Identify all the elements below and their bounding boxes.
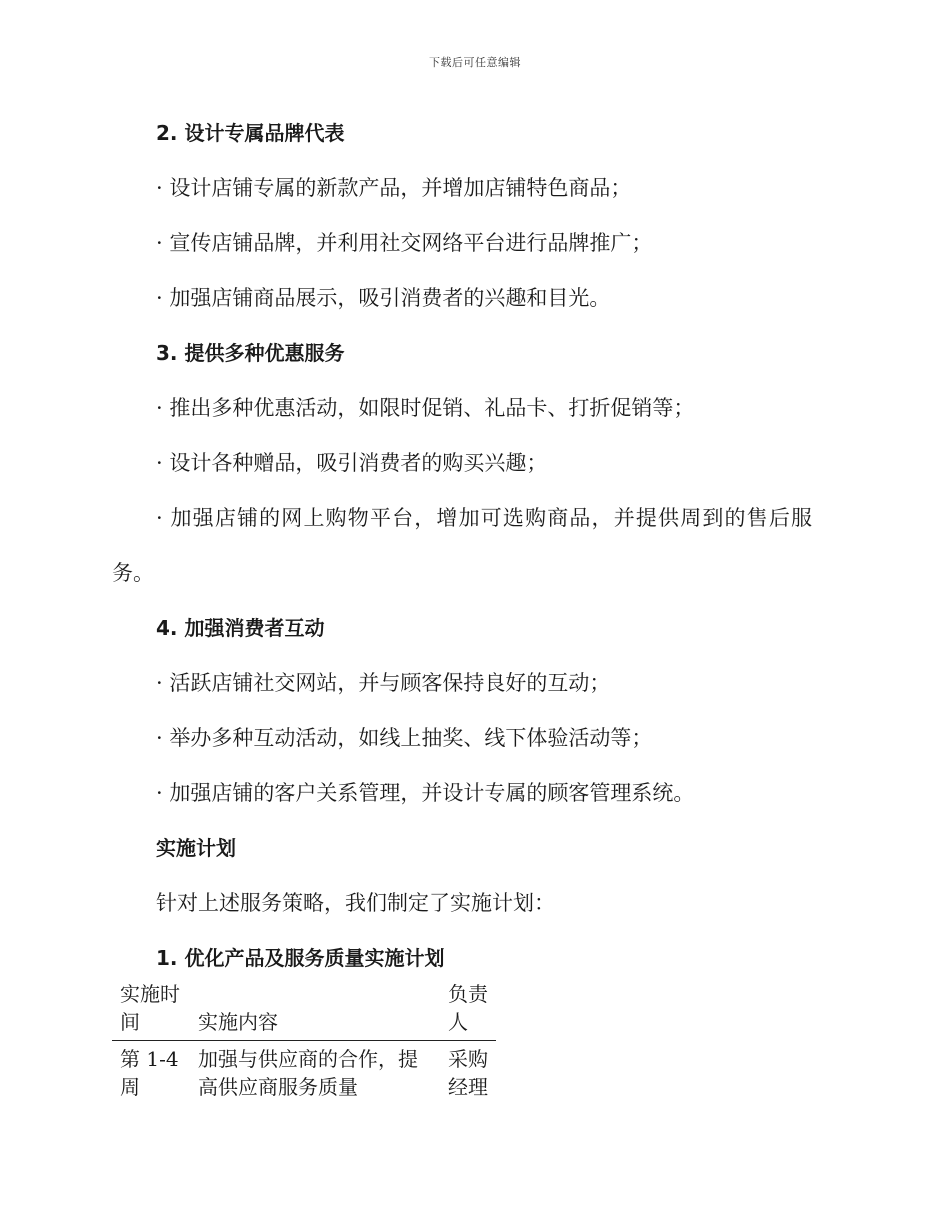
section-title-3: 3. 提供多种优惠服务 [156, 341, 345, 365]
list-item: · 设计店铺专属的新款产品，并增加店铺特色商品； [156, 176, 632, 200]
plan-subtitle: 1. 优化产品及服务质量实施计划 [156, 946, 445, 970]
plan-title: 实施计划 [156, 836, 236, 860]
header-content: 实施内容 [190, 978, 440, 1041]
header-owner: 负责人 [440, 978, 496, 1041]
cell-time: 第 1-4 周 [120, 1047, 179, 1099]
list-item: · 宣传店铺品牌，并利用社交网络平台进行品牌推广； [156, 231, 653, 255]
list-item: · 举办多种互动活动，如线上抽奖、线下体验活动等； [156, 726, 653, 750]
cell-owner: 采购经理 [448, 1047, 488, 1099]
cell-content: 加强与供应商的合作，提高供应商服务质量 [198, 1047, 418, 1099]
document-body [112, 106, 812, 986]
list-item: · 加强店铺的客户关系管理，并设计专属的顾客管理系统。 [156, 781, 695, 805]
section-title-2: 2. 设计专属品牌代表 [156, 121, 345, 145]
plan-intro: 针对上述服务策略，我们制定了实施计划： [156, 891, 555, 915]
list-item: · 加强店铺商品展示，吸引消费者的兴趣和目光。 [156, 286, 611, 310]
table-row [112, 1041, 496, 1106]
list-item: · 加强店铺的网上购物平台，增加可选购商品，并提供周到的售后服务。 [112, 506, 812, 585]
page-header: 下载后可任意编辑 [429, 56, 521, 69]
list-item: · 设计各种赠品，吸引消费者的购买兴趣； [156, 451, 548, 475]
list-item: · 推出多种优惠活动，如限时促销、礼品卡、打折促销等； [156, 396, 695, 420]
table-header-row [112, 978, 496, 1041]
header-time: 实施时间 [112, 978, 190, 1041]
section-title-4: 4. 加强消费者互动 [156, 616, 325, 640]
plan-table [112, 978, 496, 1105]
list-item: · 活跃店铺社交网站，并与顾客保持良好的互动； [156, 671, 611, 695]
